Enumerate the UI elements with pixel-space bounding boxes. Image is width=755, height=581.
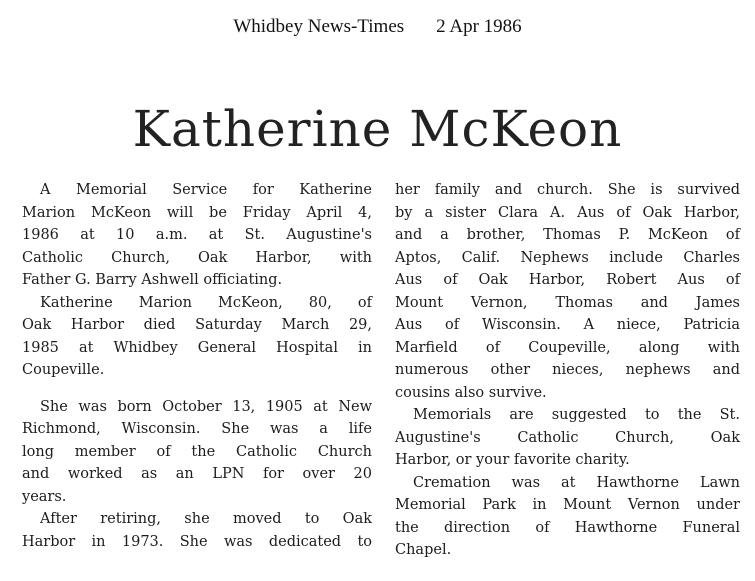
text-line: her family and church. She is survived [395,182,740,198]
text-line: and worked as an LPN for over 20 [22,466,372,482]
right-column [395,179,740,562]
text-line: Memorial Park in Mount Vernon under [395,497,740,513]
publication-name: Whidbey News-Times [233,16,405,37]
text-line: Harbor, or your favorite charity. [395,452,630,468]
paragraph-retirement [22,508,372,553]
text-line: cousins also survive. [395,384,547,401]
text-line: Cremation was at Hawthorne Lawn [413,474,740,491]
text-line: Richmond, Wisconsin. She was a life [22,421,372,437]
left-column [22,179,372,553]
paragraph-death-notice [22,292,372,382]
text-line: Coupeville. [22,362,105,378]
text-line: She was born October 13, 1905 at New [40,398,372,415]
text-line: Harbor in 1973. She was dedicated to [22,533,372,550]
text-line: 1985 at Whidbey General Hospital in [22,339,372,356]
text-line: and a brother, Thomas P. McKeon of [395,227,740,243]
text-line: long member of the Catholic Church [22,443,372,460]
paragraph-cremation [395,472,740,562]
paragraph-memorials [395,404,740,472]
text-line: by a sister Clara A. Aus of Oak Harbor, [395,204,740,221]
paragraph-gap [22,382,372,396]
text-line: 1986 at 10 a.m. at St. Augustine's [22,227,372,243]
text-line: Aptos, Calif. Nephews include Charles [395,249,740,266]
text-line: the direction of Hawthorne Funeral [395,519,740,536]
text-line: Aus of Oak Harbor, Robert Aus of [395,272,740,288]
text-line: A Memorial Service for Katherine [40,182,372,198]
text-line: Catholic Church, Oak Harbor, with [22,249,372,266]
paragraph-memorial-service [22,179,372,292]
paragraph-biography [22,396,372,509]
text-line: Memorials are suggested to the St. [413,407,740,423]
text-line: years. [22,488,67,505]
text-line: After retiring, she moved to Oak [40,511,372,527]
publication-date: 2 Apr 1986 [436,16,522,37]
text-line: Marion McKeon will be Friday April 4, [22,204,372,221]
obituary-headline: Katherine McKeon [132,100,623,158]
text-line: Mount Vernon, Thomas and James [395,294,740,311]
text-line: Father G. Barry Ashwell officiating. [22,272,283,288]
text-line: Augustine's Catholic Church, Oak [395,429,740,446]
text-line: Oak Harbor died Saturday March 29, [22,317,372,333]
text-line: Chapel. [395,542,452,558]
text-line: numerous other nieces, nephews and [395,362,740,378]
text-line: Aus of Wisconsin. A niece, Patricia [395,317,740,333]
text-line: Katherine Marion McKeon, 80, of [40,294,372,311]
paragraph-survivors [395,179,740,404]
text-line: Marfield of Coupeville, along with [395,339,740,356]
source-line [0,16,755,38]
